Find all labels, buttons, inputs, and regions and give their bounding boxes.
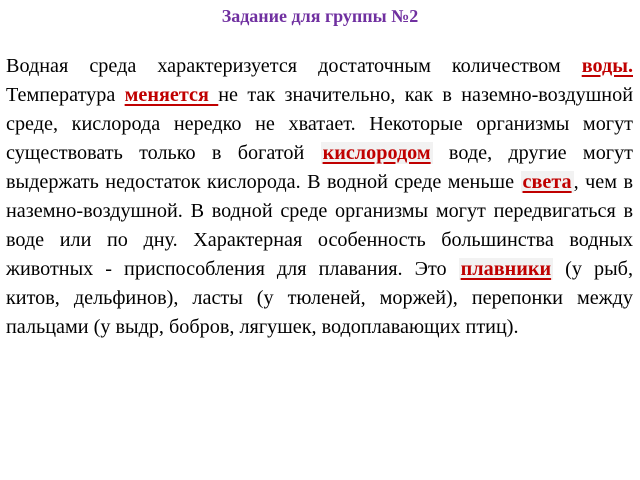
keyword-changes: меняется (124, 84, 219, 106)
task-paragraph (6, 52, 633, 342)
keyword-water: воды. (581, 55, 633, 77)
paragraph-text: , чем в наземно-воздушной. В водной среде организмы могут передвигаться в воде или по дну. Характерная особенность большинства водных животных - приспособления для плавания. Это (6, 171, 633, 280)
paragraph-text: (у рыб, китов, дельфинов), ласты (у тюленей, моржей), перепонки между пальцами (у выдр, бобров, лягушек, водоплавающих птиц). (6, 258, 633, 338)
keyword-oxygen: кислородом (322, 142, 431, 164)
task-title: Задание для группы №2 (221, 6, 419, 26)
paragraph-text: Водная среда характеризуется достаточным количеством (6, 55, 582, 77)
keyword-light: света (522, 171, 572, 193)
paragraph-text: воде, другие могут выдержать недостаток кислорода. В водной среде меньше (6, 142, 633, 193)
paragraph-text: Температура (6, 84, 125, 106)
paragraph-text: не так значительно, как в наземно-воздушной среде, кислорода нередко не хватает. Некоторые организмы могут существовать только в богатой (6, 84, 633, 164)
keyword-fins: плавники (460, 258, 552, 280)
